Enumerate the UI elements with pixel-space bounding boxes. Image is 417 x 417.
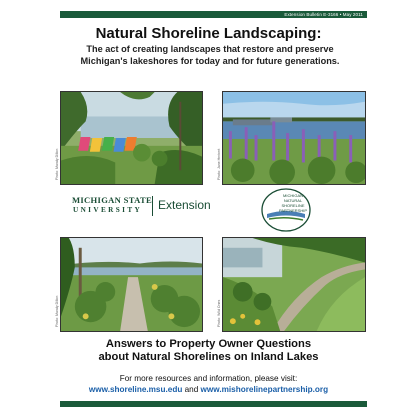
bottom-banner [60, 401, 367, 407]
resources-connector: and [182, 384, 201, 394]
seal-icon [259, 188, 313, 232]
bottom-title-line: about Natural Shorelines on Inland Lakes [98, 351, 319, 363]
photo-garden-path [60, 237, 203, 332]
msu-extension-logo [72, 194, 222, 222]
seal-text: PARTNERSHIP [278, 208, 308, 213]
photo-credit: Photo: Mandy Dillon [55, 295, 59, 327]
msu-extension-label: Extension [158, 198, 211, 212]
top-banner [60, 11, 367, 18]
link-shoreline-partnership[interactable]: www.mishorelinepartnership.org [200, 384, 329, 394]
seal-text: MICHIGAN [283, 193, 303, 198]
photo-credit: Photo: Wild Ones [217, 299, 221, 327]
link-shoreline-msu[interactable]: www.shoreline.msu.edu [88, 384, 183, 394]
photo-credit: Photo: Jane Herbert [217, 148, 221, 180]
photo-lakeside-chairs [60, 91, 203, 185]
bottom-title [0, 338, 417, 364]
subtitle [60, 43, 360, 67]
photo-shoreline-path-image [223, 238, 365, 331]
photo-lakeside-chairs-image [61, 92, 202, 184]
photo-lake-wildflowers-image [223, 92, 365, 184]
seal-text: NATURAL [283, 198, 303, 203]
shoreline-partnership-seal [259, 188, 313, 232]
page-title: Natural Shoreline Landscaping: [95, 25, 322, 42]
bottom-title-line: Answers to Property Owner Questions [105, 338, 312, 350]
photo-garden-path-image [61, 238, 202, 331]
bulletin-number: Extension Bulletin E-3166 • May 2011 [284, 12, 363, 17]
resources-intro: For more resources and information, please visit: [119, 374, 298, 383]
msu-name-line2: UNIVERSITY [73, 206, 143, 214]
resources-text [0, 374, 417, 395]
seal-text: SHORELINE [281, 203, 305, 208]
subtitle-line: The act of creating landscapes that restore and preserve [86, 44, 334, 54]
resources-links [0, 385, 417, 396]
subtitle-line: Michigan's lakeshores for today and for future generations. [80, 56, 340, 66]
photo-shoreline-path [222, 237, 366, 332]
msu-name-line1: MICHIGAN STATE [72, 195, 153, 205]
logo-divider [152, 196, 153, 216]
photo-lake-wildflowers [222, 91, 366, 185]
photo-credit: Photo: Mandy Dillon [55, 148, 59, 180]
